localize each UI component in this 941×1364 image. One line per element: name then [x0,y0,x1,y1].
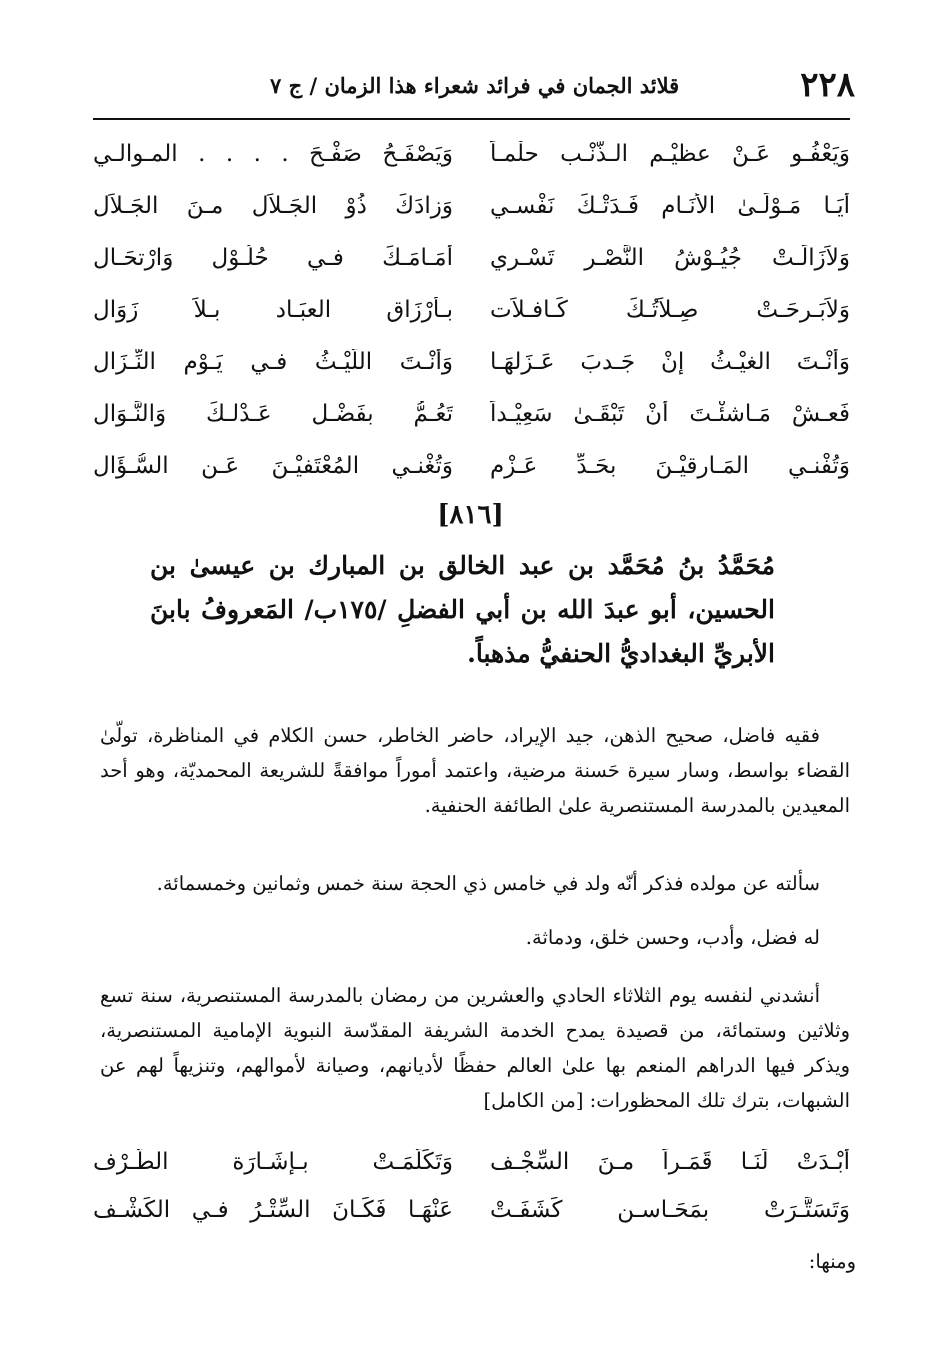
entry-number: [٨١٦] [437,500,504,530]
verse [93,1138,850,1186]
paragraph: سألته عن مولده فذكر أنّه ولد في خامس ذي الحجة سنة خمس وثمانين وخمسمائة. [156,871,820,895]
second-hemistich: تَعُـمُّ بفَضْـل عَـدْلـكَ وَالنَّـوَال [93,401,453,427]
page-header [95,60,855,110]
first-hemistich: وَتُفْنـي المَـارقيْـنَ بحَـدِّ عَـزْم [490,453,850,479]
verse [93,336,850,388]
second-hemistich: وَيَصْفَـحُ صَفْـحَ . . . . المـوالـي [93,141,453,167]
first-hemistich: وَلاَبَـرحَـتْ صِـلاَتُـكَ كَـافـلاَت [490,297,850,323]
verse [93,128,850,180]
closing-note: ومنها: [808,1250,856,1273]
running-title: قلائد الجمان في فرائد شعراء هذا الزمان / ج ٧ [270,72,680,98]
paragraph: فقيه فاضل، صحيح الذهن، جيد الإيراد، حاضر الخاطر، حسن الكلام في المناظرة، تولّىٰ القضاء بواسط، وسار سيرة حَسنة مرضية، واعتمد أموراً موافقةً للشريعة المحمديّة، وهو أحد المعيدين بالمدرسة المستنصرية علىٰ الطائفة الحنفية. [100,723,850,817]
page-number: ٢٢٨ [800,65,855,105]
first-hemistich: أَيَـا مَـوْلَـىٰ الأَنَـام فَـدَتْـكَ نَفْسـي [490,193,850,219]
poem-bottom [93,1138,850,1234]
second-hemistich: وَتُغْنـي المُعْتَفيْـنَ عَـن السُّـؤَال [93,453,453,479]
verse [93,284,850,336]
first-hemistich: وَتَسَتَّـرَتْ بمَحَـاسـنٍ كَشَفَـتْ [490,1197,850,1223]
first-hemistich: وَلاَزَالَـتْ جُيُـوْشُ النَّصْـر تَسْـري [490,245,850,271]
second-hemistich: وَزادَكَ ذُوْ الجَـلاَل مـنَ الجَـلاَل [93,193,453,219]
poem-top [93,128,850,492]
entry-heading: مُحَمَّدُ بنُ مُحَمَّد بن عبد الخالق بن المبارك بن عيسىٰ بن الحسين، أبو عبدَ الله بن أبي الفضلِ /١٧٥ب/ المَعروفُ بابنَ الأبريِّ البغداديُّ الحنفيُّ مذهباً. [150,551,775,668]
first-hemistich: أَبْـدَتْ لَنَـا قَمَـراً مـنَ السِّجْـف [490,1149,850,1175]
first-hemistich: وَأَنْـتَ الغيْـثُ إنْ جَـدبَ عَـزَلهَـا [490,349,850,375]
verse [93,180,850,232]
second-hemistich: أَمَـامَـكَ فـي حُلُـوْل وَارْتحَـال [93,245,453,271]
paragraph: أنشدني لنفسه يوم الثلاثاء الحادي والعشرين من رمضان بالمدرسة المستنصرية، سنة تسع وثلاثين وستمائة، من قصيدة يمدح الخدمة الشريفة المقدّسة النبوية الإمامية المستنصرية، ويذكر فيها الدراهم المنعم بها علىٰ العالم حفظًا لأديانهم، وصيانة لأموالهم، وتنزيهاً لهم عن الشبهات، بترك تلك المحظورات: [من الكامل] [100,983,850,1112]
second-hemistich: بـأَرْزَاق العبَـاد بـلاَ زَوَال [93,297,453,323]
first-hemistich: فَعـشْ مَـاشئْـتَ أَنْ تَبْقَـىٰ سَعِيْـداً [490,401,850,427]
header-rule [93,118,850,120]
second-hemistich: وَتَكَلَّمَـتْ بـإشَـارَة الطَّـرْف [93,1149,453,1175]
paragraph: له فضل، وأدب، وحسن خلق، ودماثة. [525,925,820,949]
verse [93,388,850,440]
verse [93,440,850,492]
first-hemistich: وَيَعْفُـو عَـنْ عظيْـم الـذَّنْـب حلْمـاً [490,141,850,167]
second-hemistich: عَنْهَـا فَكَـانَ السِّتْـرُ فـي الكَشْـف [93,1197,453,1223]
verse [93,1186,850,1234]
second-hemistich: وَأَنْـتَ اللَّيْـثُ فـي يَـوْم النِّـزَال [93,349,453,375]
verse [93,232,850,284]
